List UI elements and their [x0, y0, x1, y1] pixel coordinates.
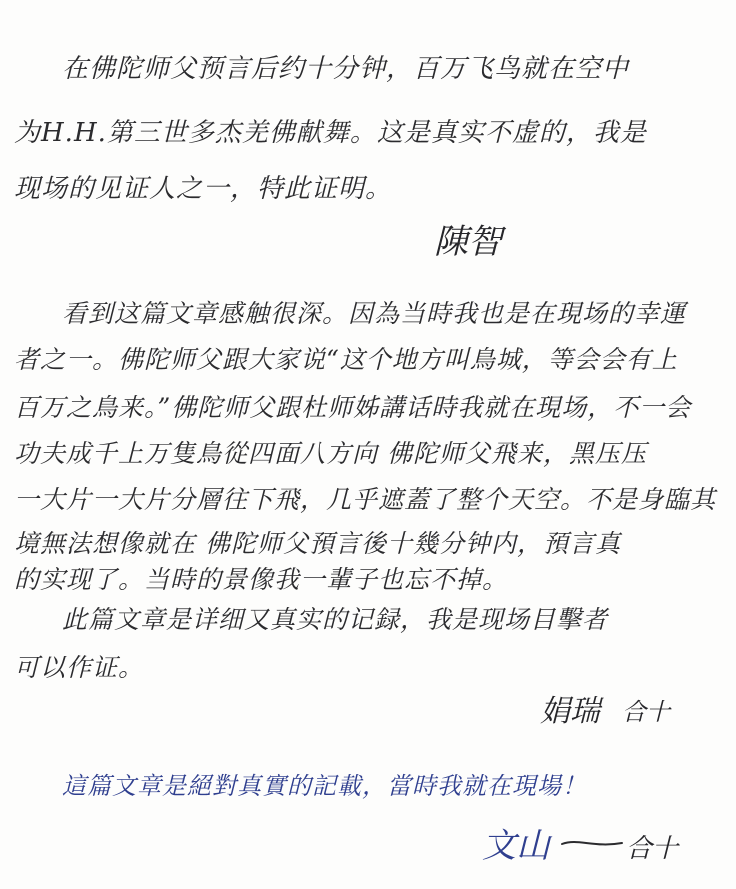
testimony-2-line-1: 看到这篇文章感触很深。因為当時我也是在現场的幸運	[62, 299, 687, 328]
testimony-2-line-9: 可以作证。	[14, 653, 145, 682]
testimony-2-line-5: 一大片一大片分層往下飛，几乎遮蓋了整个天空。不是身臨其	[14, 485, 717, 514]
testimony-2-line-4: 功夫成千上万隻鳥從四面八方向 佛陀师父飛来，黑压压	[14, 439, 647, 468]
testimony-2-line-2: 者之一。佛陀师父跟大家说“这个地方叫鳥城，等会会有上	[14, 345, 678, 374]
signature-flourish	[560, 832, 624, 854]
testimony-3-signature: 文山	[482, 826, 550, 866]
testimony-3-line: 這篇文章是絕對真實的記載，當時我就在現場！	[62, 772, 587, 800]
testimony-1-signature: 陳智	[434, 222, 502, 262]
testimony-3-signature-mark: 合十	[626, 834, 679, 864]
testimony-2-line-6: 境無法想像就在 佛陀师父預言後十幾分钟内，預言真	[14, 529, 621, 558]
testimony-2-signature: 娟瑞	[540, 694, 600, 729]
testimony-2-line-7: 的实现了。当時的景像我一輩子也忘不掉。	[14, 565, 509, 594]
testimony-2-line-3: 百万之鳥来。”佛陀师父跟杜师姊講话時我就在現场，不一会	[14, 393, 692, 422]
testimony-1-line-1: 在佛陀师父预言后约十分钟，百万飞鸟就在空中	[62, 54, 630, 84]
testimony-2-signature-mark: 合十	[622, 698, 670, 726]
testimony-1-line-2: 为H.H.第三世多杰羌佛献舞。这是真实不虚的，我是	[14, 118, 647, 148]
testimony-1-line-3: 现场的见证人之一，特此证明。	[14, 174, 393, 204]
testimony-2-line-8: 此篇文章是详细又真实的记録，我是现场目擊者	[62, 605, 609, 634]
